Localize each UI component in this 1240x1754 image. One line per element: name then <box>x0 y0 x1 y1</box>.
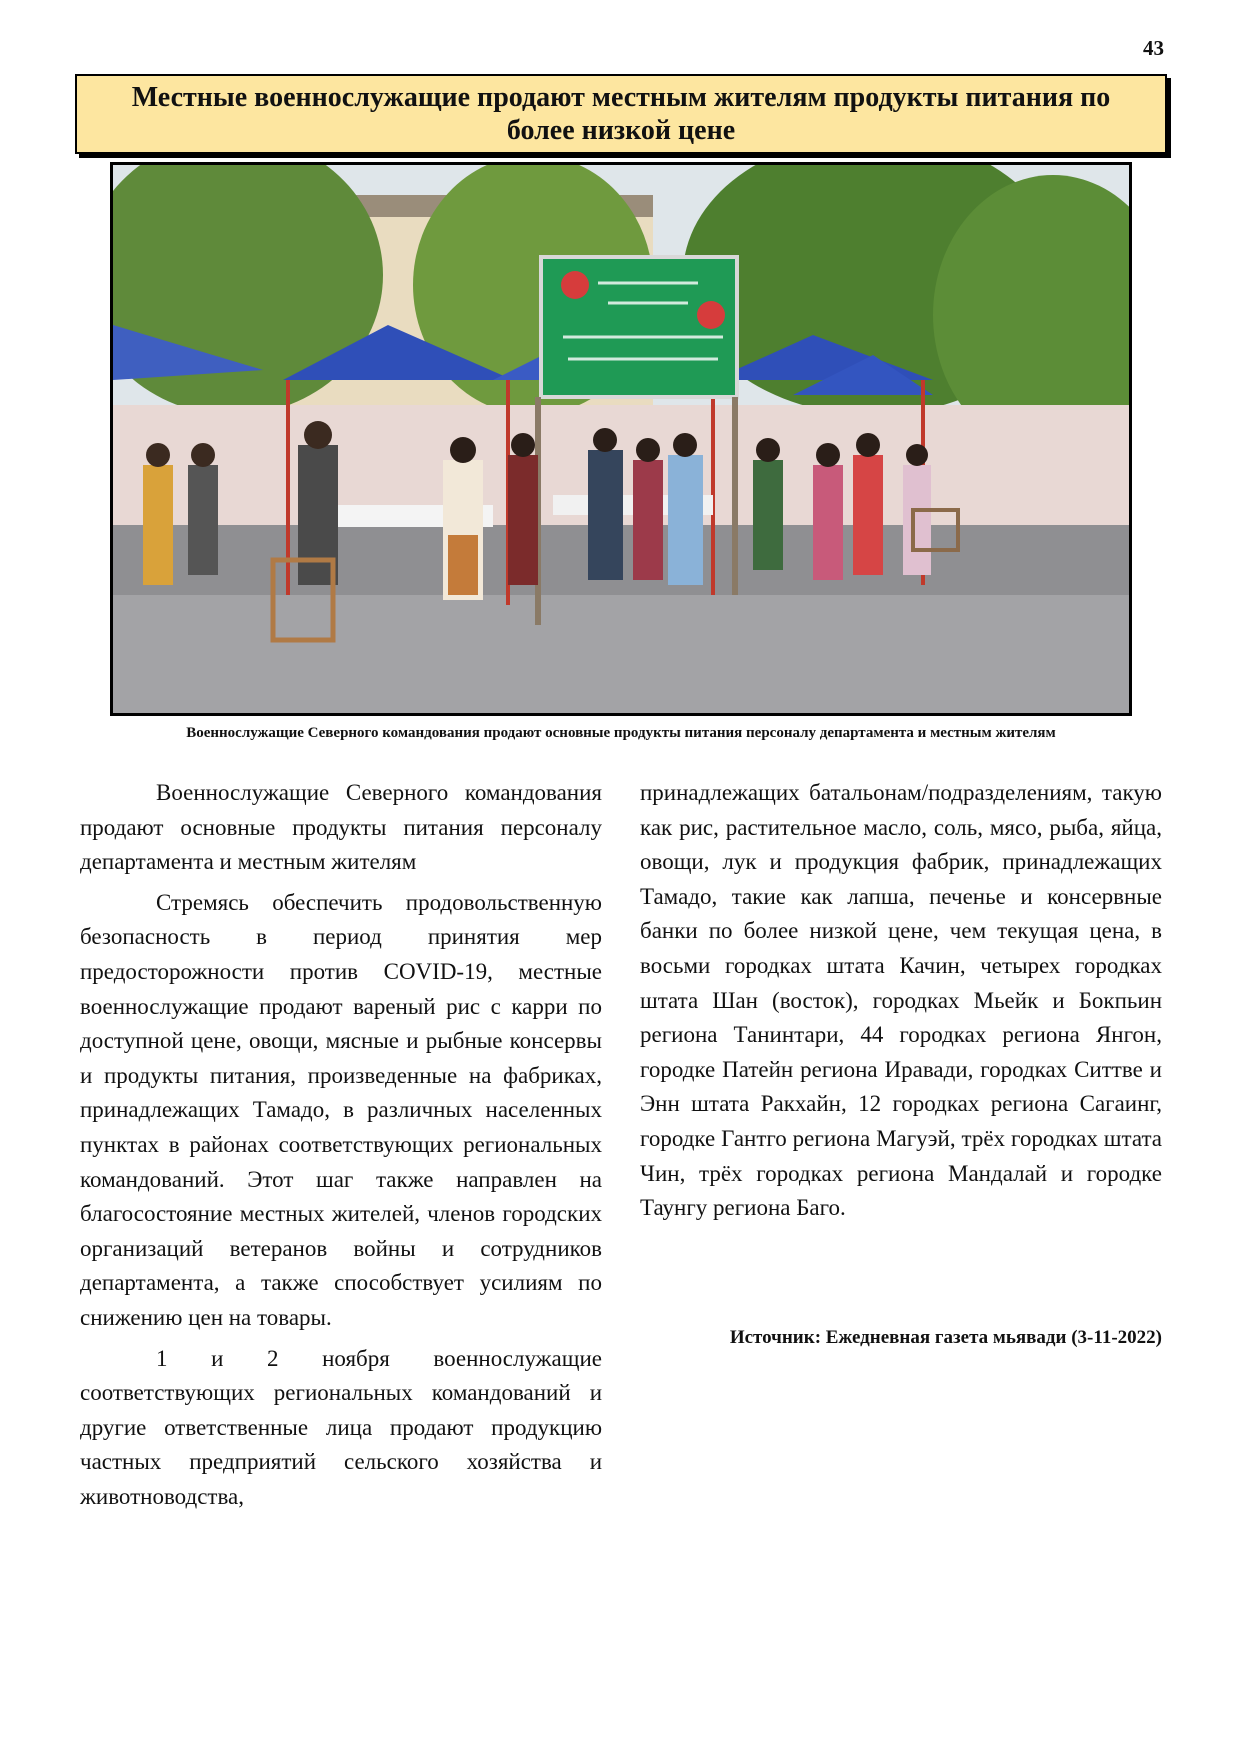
right-paragraph-1: принадлежащих батальонам/подразделениям, такую как рис, растительное масло, соль, мясо, рыба, яйца, овощи, лук и продукция фабрик, принадлежащих Тамадо, такие как лапша, печенье и консервные банки по более низкой цене, чем текущая цена, в восьми городках штата Качин, четырех городках штата Шан (восток), городках Мьейк и Бокпьин региона Танинтари, 44 городках региона Янгон, городке Патейн региона Иравади, городках Ситтве и Энн штата Ракхайн, 12 городках региона Сагаинг, городке Гантго региона Магуэй, трёх городках штата Чин, трёх городках региона Мандалай и городке Таунгу региона Баго. <box>640 780 1162 1221</box>
article-title-box <box>75 74 1167 154</box>
left-paragraph-1: Военнослужащие Северного командования продают основные продукты питания персоналу департамента и местным жителям <box>80 780 602 875</box>
article-title: Местные военнослужащие продают местным жителям продукты питания по более низкой цене <box>131 82 1111 146</box>
right-column <box>640 776 1162 1232</box>
left-paragraph-3: 1 и 2 ноября военнослужащие соответствующих региональных командований и другие ответственные лица продают продукцию частных предприятий сельского хозяйства и животноводства, <box>80 1345 602 1509</box>
page-number: 43 <box>1143 36 1164 60</box>
left-paragraph-2: Стремясь обеспечить продовольственную безопасность в период принятия мер предосторожности против COVID-19, местные военнослужащие продают вареный рис с карри по доступной цене, овощи, мясные и рыбные консервы и продукты питания, произведенные на фабриках, принадлежащих Тамадо, в различных населенных пунктах в районах соответствующих региональных командований. Этот шаг также направлен на благосостояние местных жителей, членов городских организаций ветеранов войны и сотрудников департамента, а также способствует усилиям по снижению цен на товары. <box>80 889 602 1330</box>
photo-caption: Военнослужащие Северного командования продают основные продукты питания персоналу департамента и местным жителям <box>186 725 1056 741</box>
source-line: Источник: Ежедневная газета мьявади (3-11-2022) <box>729 1327 1162 1348</box>
photo-market-stalls <box>113 165 1129 713</box>
left-column <box>80 776 602 1520</box>
article-photo <box>110 162 1132 716</box>
